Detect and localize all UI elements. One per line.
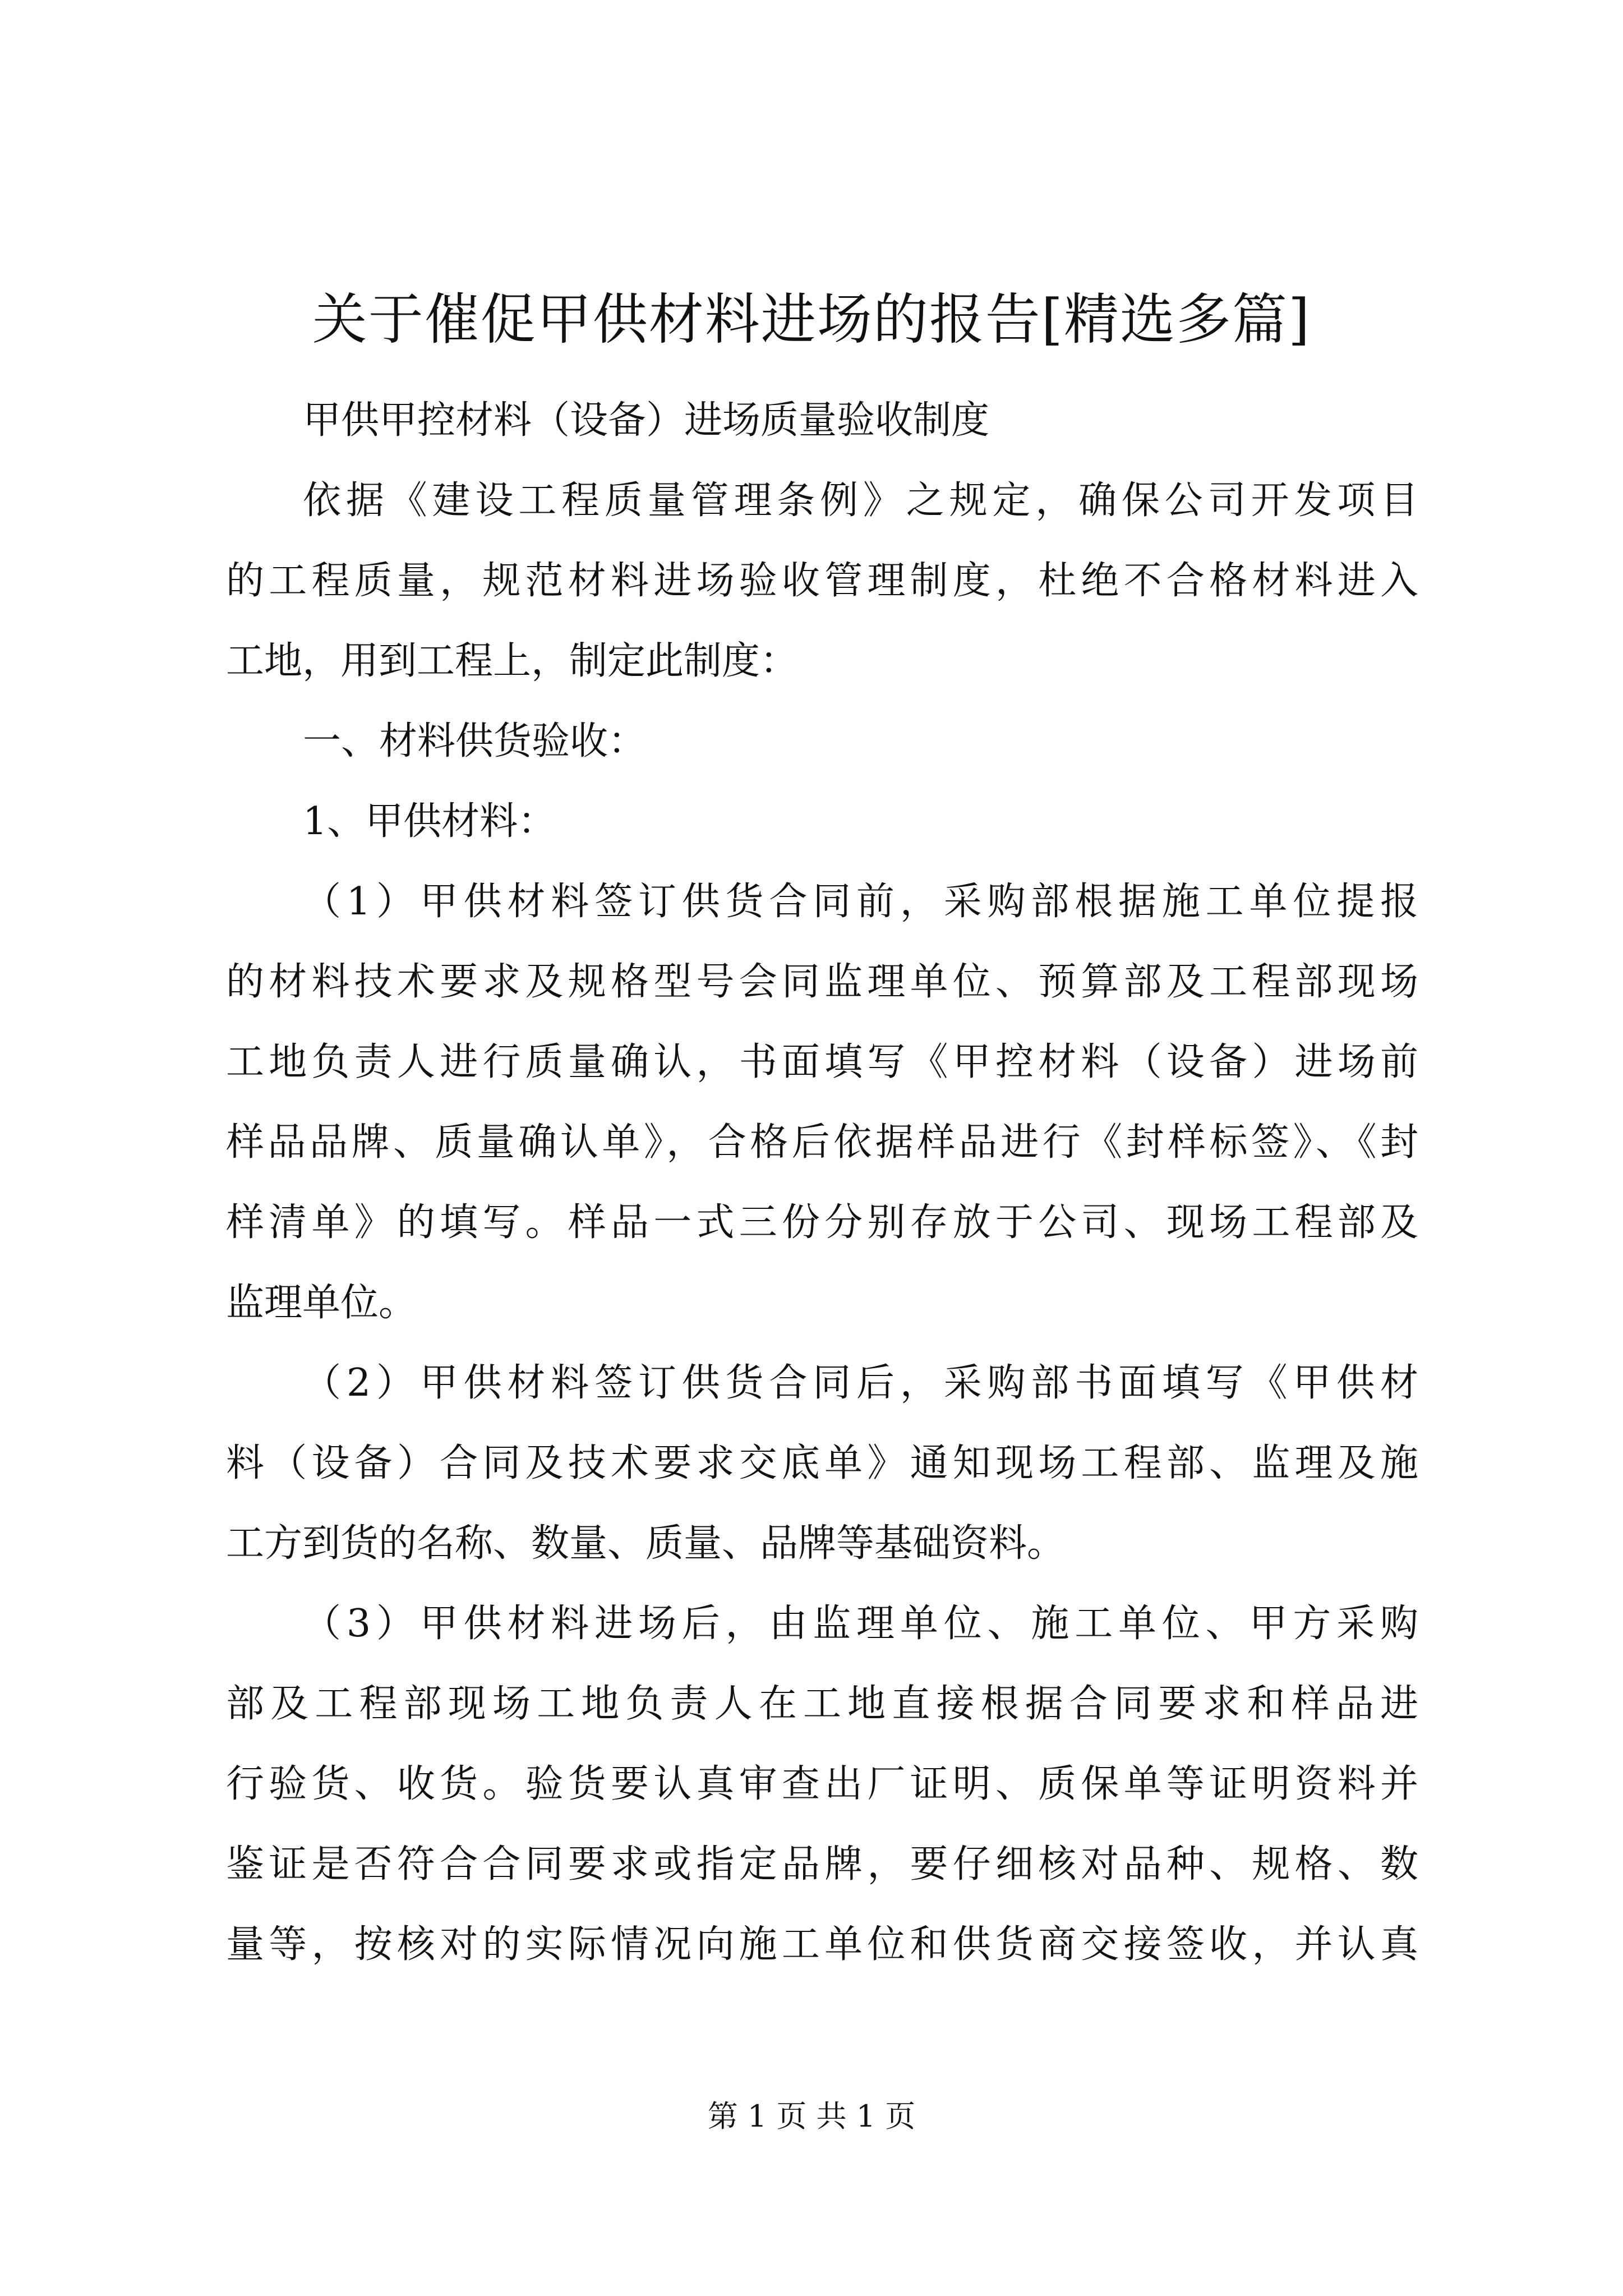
- paragraph-line: （2）甲供材料签订供货合同后，采购部书面填写《甲供材: [303, 1361, 1418, 1405]
- paragraph-line: 监理单位。: [226, 1281, 417, 1325]
- section-heading: 一、材料供货验收：: [303, 719, 647, 763]
- paragraph-line: 行验货、收货。验货要认真审查出厂证明、质保单等证明资料并: [226, 1762, 1418, 1806]
- paragraph-line: 工方到货的名称、数量、质量、品牌等基础资料。: [226, 1521, 1066, 1566]
- paragraph-line: 部及工程部现场工地负责人在工地直接根据合同要求和样品进: [226, 1682, 1418, 1726]
- paragraph-subtitle: 甲供甲控材料（设备）进场质量验收制度: [303, 398, 990, 443]
- paragraph-line: 样清单》的填写。样品一式三份分别存放于公司、现场工程部及: [226, 1200, 1418, 1245]
- paragraph-line: 工地负责人进行质量确认，书面填写《甲控材料（设备）进场前: [226, 1040, 1418, 1084]
- paragraph-line: 的材料技术要求及规格型号会同监理单位、预算部及工程部现场: [226, 960, 1418, 1004]
- page-number-footer: 第 1 页 共 1 页: [707, 2099, 916, 2134]
- paragraph-line: 依据《建设工程质量管理条例》之规定，确保公司开发项目: [303, 478, 1418, 523]
- document-title: 关于催促甲供材料进场的报告[精选多篇]: [312, 288, 1311, 352]
- paragraph-line: 量等，按核对的实际情况向施工单位和供货商交接签收，并认真: [226, 1922, 1418, 1967]
- paragraph-line: 工地，用到工程上，制定此制度：: [226, 639, 799, 683]
- paragraph-line: 的工程质量，规范材料进场验收管理制度，杜绝不合格材料进入: [226, 559, 1418, 603]
- paragraph-line: （3）甲供材料进场后，由监理单位、施工单位、甲方采购: [303, 1602, 1418, 1646]
- paragraph-line: （1）甲供材料签订供货合同前，采购部根据施工单位提报: [303, 880, 1418, 924]
- paragraph-line: 料（设备）合同及技术要求交底单》通知现场工程部、监理及施: [226, 1441, 1418, 1485]
- paragraph-line: 样品品牌、质量确认单》，合格后依据样品进行《封样标签》、《封: [226, 1120, 1418, 1165]
- paragraph-line: 鉴证是否符合合同要求或指定品牌，要仔细核对品种、规格、数: [226, 1842, 1418, 1887]
- subsection-heading: 1、甲供材料：: [303, 799, 556, 844]
